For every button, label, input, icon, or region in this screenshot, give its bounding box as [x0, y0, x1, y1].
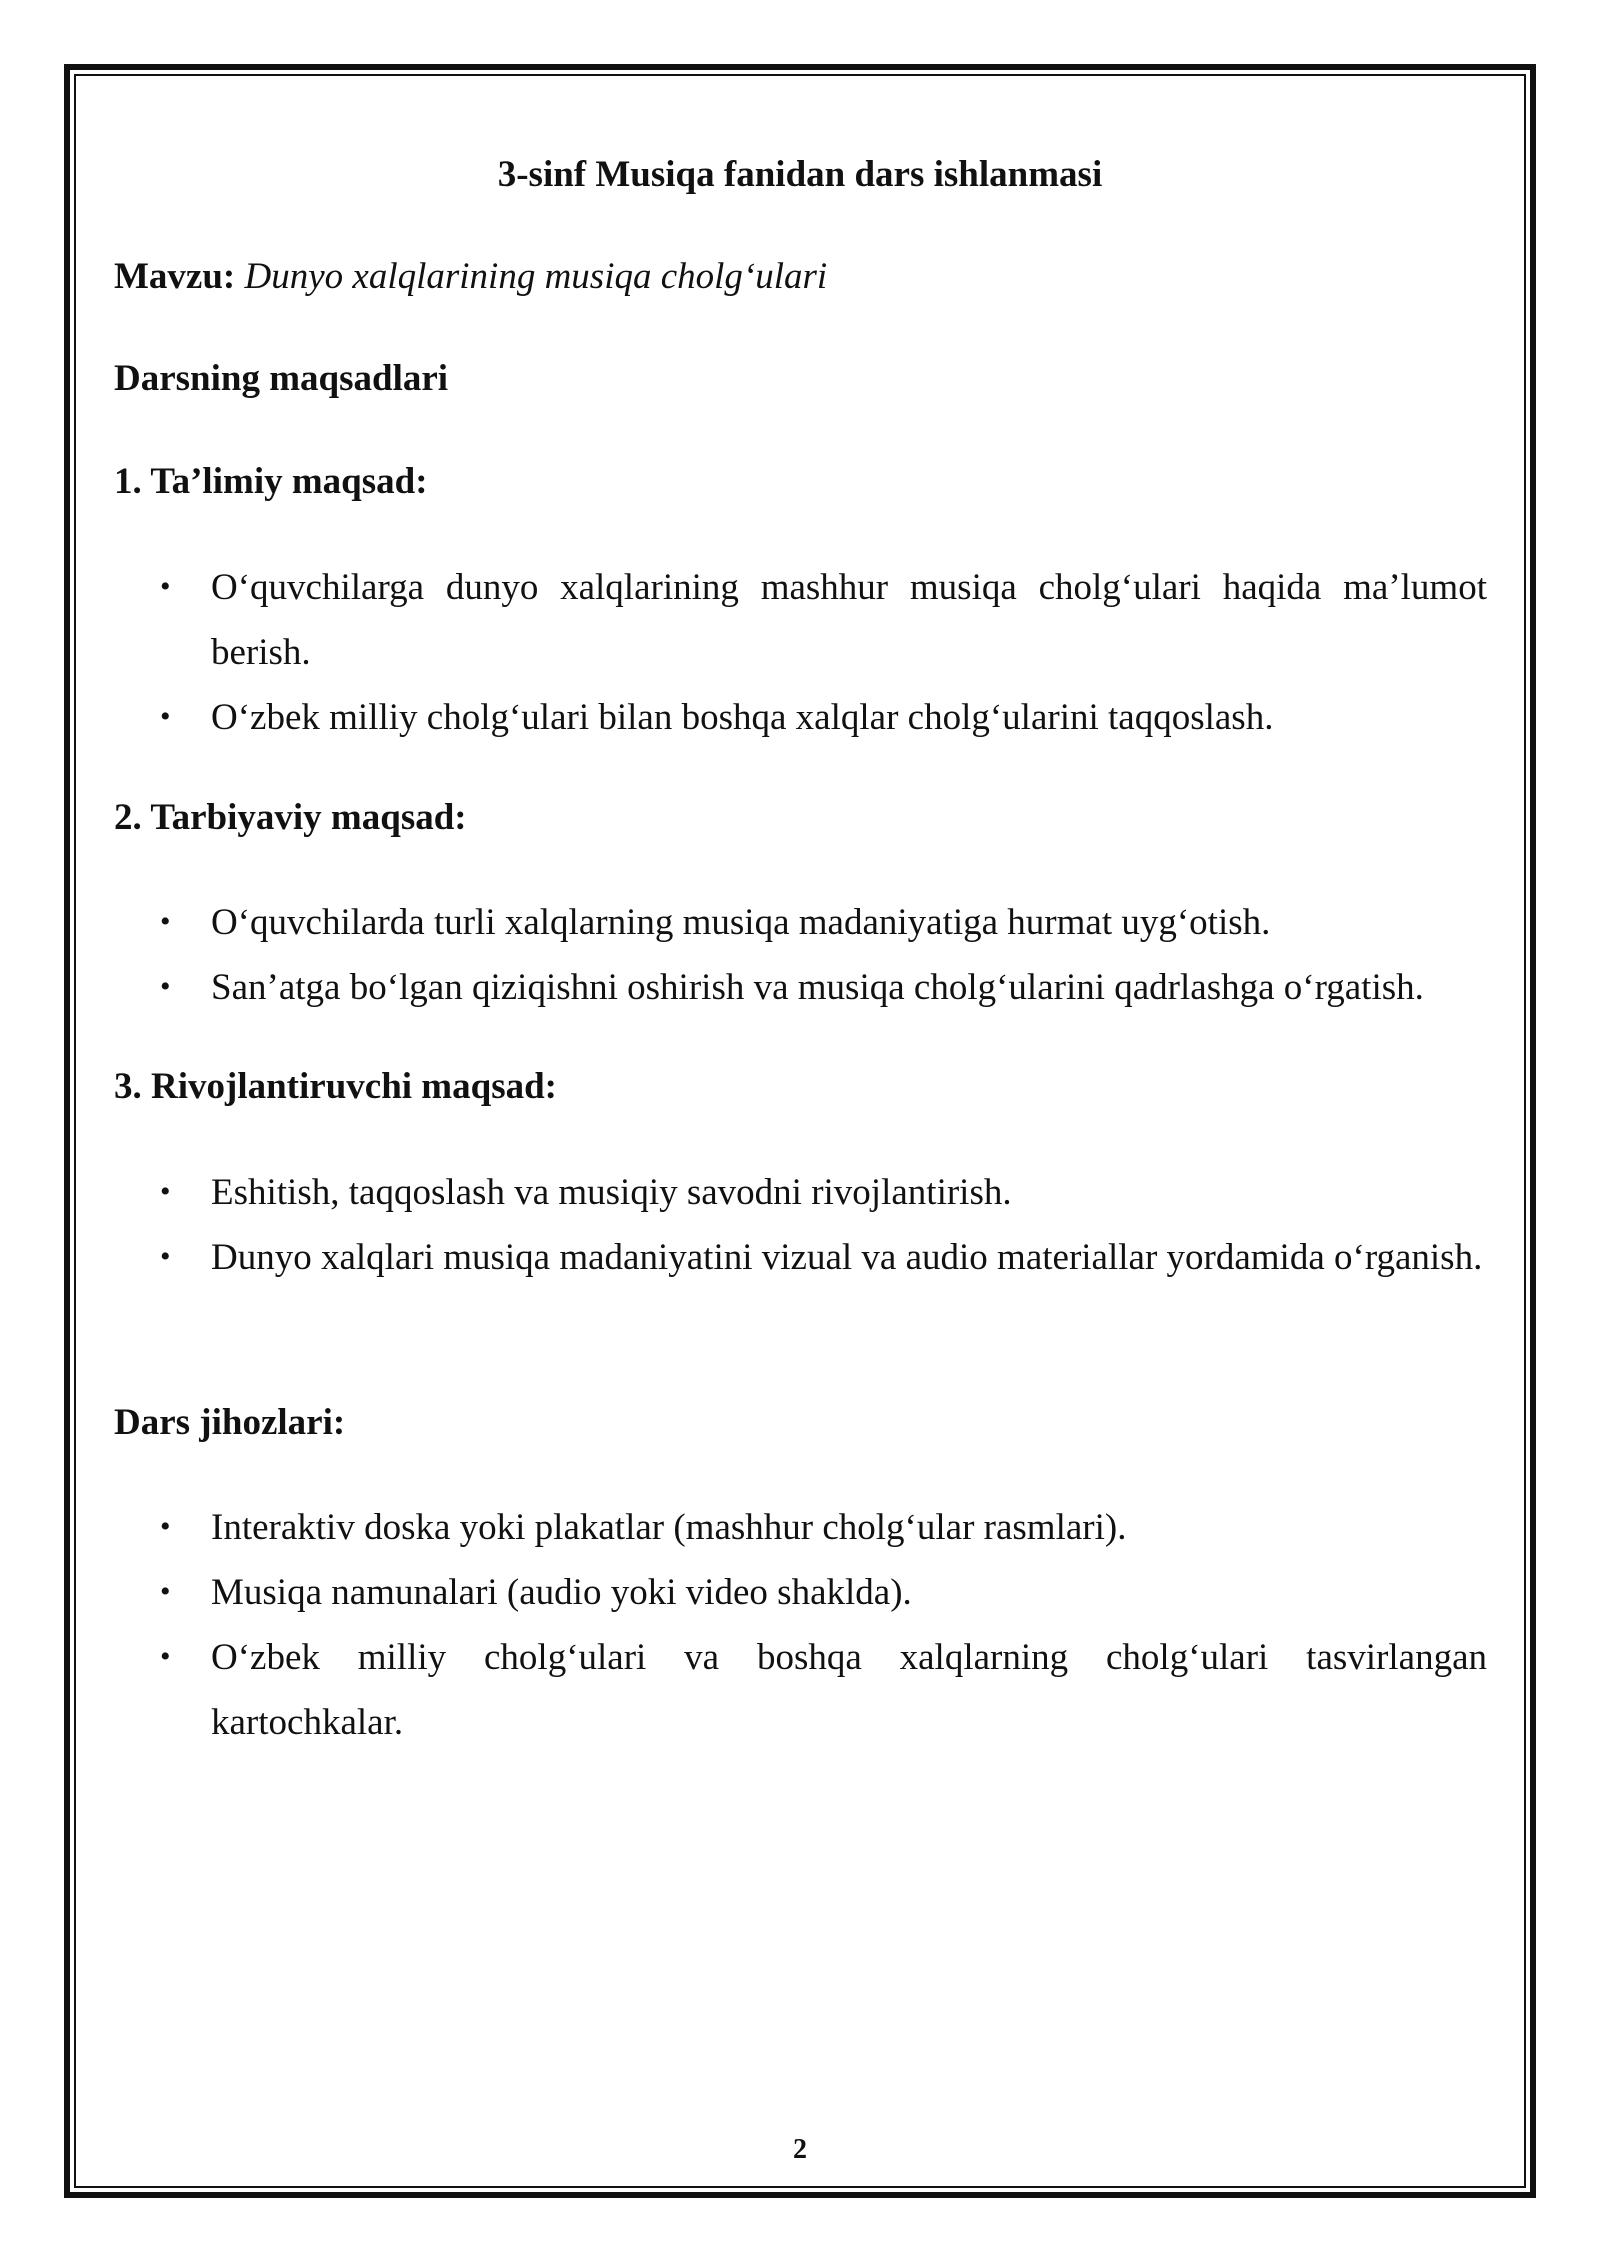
page-number: 2 — [793, 2134, 807, 2165]
section2-item-2: San’atga bo‘lgan qiziqishni oshirish va musiqa cholg‘ularini qadrlashga o‘rgatish. — [211, 967, 1424, 1008]
bullet-icon: • — [160, 1240, 171, 1273]
section2-item-1: O‘quvchilarda turli xalqlarning musiqa madaniyatiga hurmat uyg‘otish. — [211, 902, 1271, 943]
topic-label: Mavzu: — [114, 256, 236, 297]
section3-item-2: Dunyo xalqlari musiqa madaniyatini vizual va audio materiallar yordamida o‘rganish. — [211, 1237, 1483, 1278]
bullet-icon: • — [160, 1175, 171, 1208]
bullet-icon: • — [160, 1575, 171, 1608]
document-title: 3-sinf Musiqa fanidan dars ishlanmasi — [497, 154, 1103, 195]
topic-line — [114, 250, 827, 304]
bullet-icon: • — [160, 1510, 171, 1543]
section2-heading: 2. Tarbiyaviy maqsad: — [114, 797, 467, 838]
topic-value: Dunyo xalqlarining musiqa cholg‘ulari — [244, 256, 828, 297]
equipment-item-2: Musiqa namunalari (audio yoki video shaklda). — [211, 1572, 912, 1613]
goals-heading: Darsning maqsadlari — [114, 358, 449, 399]
section1-item-1: O‘quvchilarga dunyo xalqlarining mashhur musiqa cholg‘ulari haqida ma’lumot berish. — [211, 567, 1487, 673]
bullet-icon: • — [160, 905, 171, 938]
section3-heading: 3. Rivojlantiruvchi maqsad: — [114, 1066, 558, 1107]
section1-heading: 1. Ta’limiy maqsad: — [114, 461, 428, 502]
bullet-icon: • — [160, 1640, 171, 1673]
bullet-icon: • — [160, 570, 171, 603]
section1-item-2: O‘zbek milliy cholg‘ulari bilan boshqa xalqlar cholg‘ularini taqqoslash. — [211, 697, 1274, 738]
bullet-icon: • — [160, 970, 171, 1003]
section3-item-1: Eshitish, taqqoslash va musiqiy savodni rivojlantirish. — [211, 1172, 1012, 1213]
equipment-item-1: Interaktiv doska yoki plakatlar (mashhur cholg‘ular rasmlari). — [211, 1507, 1127, 1548]
equipment-item-3: O‘zbek milliy cholg‘ulari va boshqa xalqlarning cholg‘ulari tasvirlangan kartochkalar. — [211, 1637, 1487, 1743]
bullet-icon: • — [160, 700, 171, 733]
equipment-heading: Dars jihozlari: — [114, 1402, 346, 1443]
